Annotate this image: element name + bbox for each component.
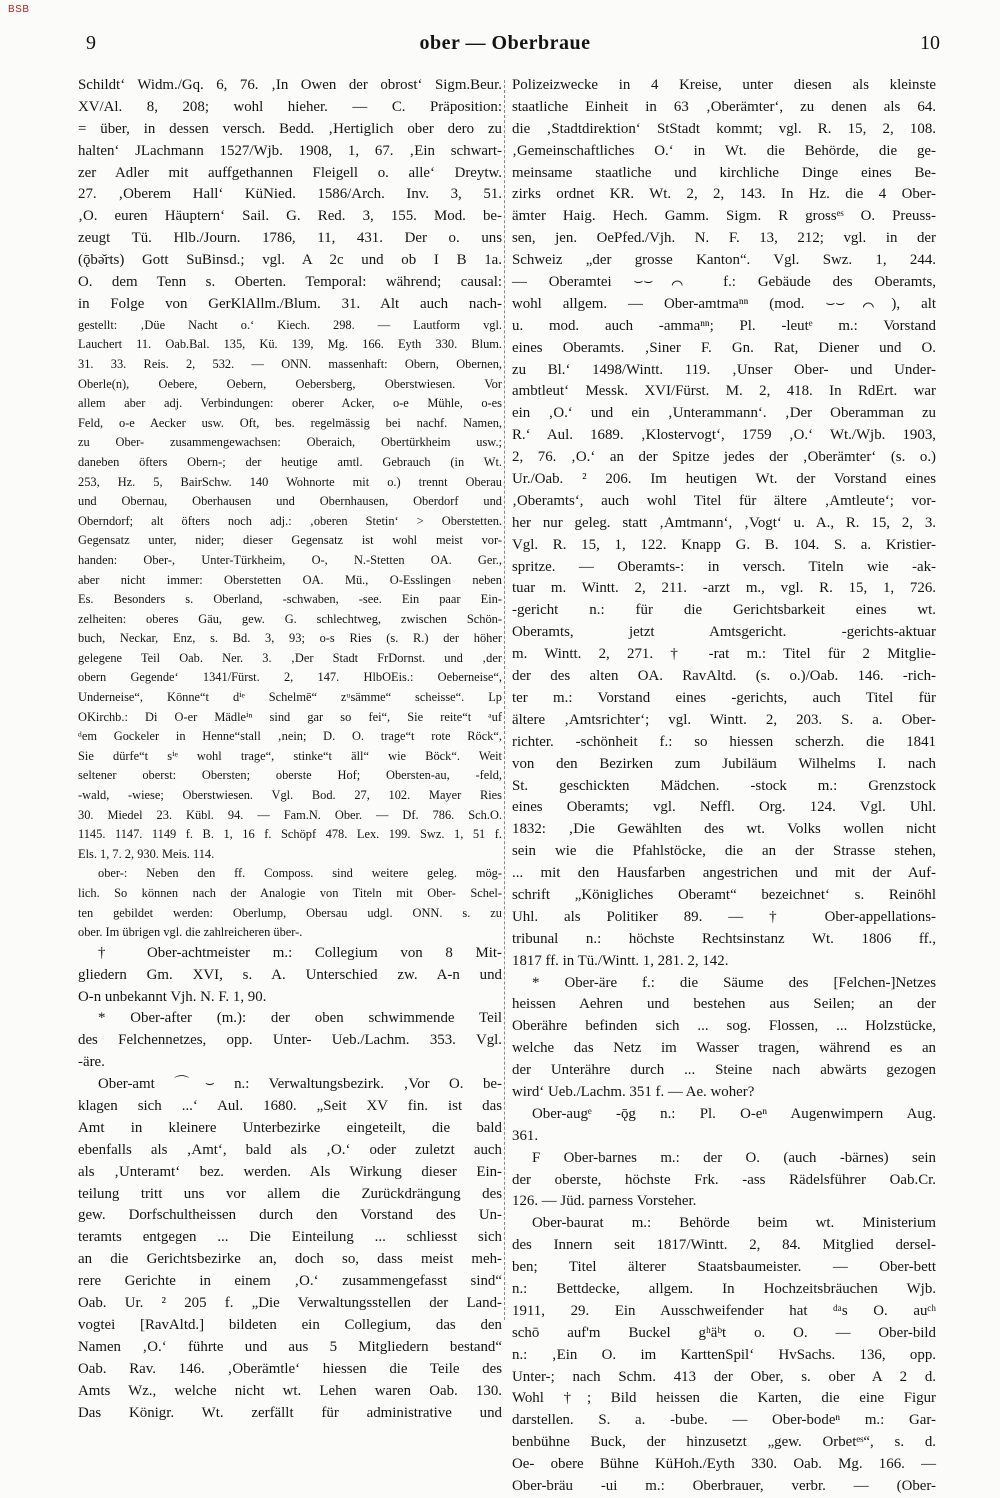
text-line: ober-: Neben den ff. Composs. sind weitere geleg. mög- bbox=[98, 866, 502, 881]
text-line: O. dem Tenn s. Oberten. Temporal: während; causal: bbox=[78, 274, 502, 291]
text-line: ᵈem Gockeler in Henne“stall ‚nein; D. O. trage“t rote Röck“, bbox=[78, 729, 502, 744]
text-line: spritze. — Oberamts-: in versch. Titeln wie -ak- bbox=[512, 558, 936, 575]
text-line: als ‚Unteramt‘ bez. werden. Als Wirkung dieser Ein- bbox=[78, 1163, 502, 1180]
text-line: teramts entgegen ... Die Einteilung ... schliesst sich bbox=[78, 1229, 502, 1246]
text-line: wohl allgem. — Ober-amtmaⁿⁿ (mod. ⌣⌣⌒), alt bbox=[512, 295, 936, 312]
text-line: zu Ober- zusammengewachsen: Oberaich, Obertürkheim usw.; bbox=[78, 435, 502, 450]
text-line: XV/Al. 8, 208; wohl hieher. — C. Präposition: bbox=[78, 98, 502, 115]
text-line: an die Gerichtsbezirke an, doch so, dass meist meh- bbox=[78, 1251, 502, 1268]
library-watermark: BSB bbox=[8, 4, 30, 15]
text-line: eines Oberamts. ‚Siner F. Gn. Rat, Diener und O. bbox=[512, 339, 936, 356]
text-line: welche das Netz im Wasser tragen, während es an bbox=[512, 1040, 936, 1057]
text-line: 253, Hz. 5, BairSchw. 140 Wohnorte mit o.) trennt Oberau bbox=[78, 474, 502, 489]
text-line: Ober-amt ⌒⌣ n.: Verwaltungsbezirk. ‚Vor O. be- bbox=[98, 1076, 502, 1093]
text-line: allem aber adj. Verbindungen: oberer Acker, o-e Mühle, o-es bbox=[78, 396, 502, 411]
text-line: meinsame staatliche und kirchliche Dinge eines Be- bbox=[512, 164, 936, 181]
text-line: ebenfalls als ‚Amt‘, bald als ‚O.‘ oder zuletzt auch bbox=[78, 1141, 502, 1158]
text-line: n.: ‚Ein O. im KarttenSpil‘ HvSachs. 136, opp. bbox=[512, 1346, 936, 1363]
text-line: Es. Besonders s. Oberland, -schwaben, -see. Ein paar Ein- bbox=[78, 592, 502, 607]
text-line: ben; Titel älterer Staatsbaumeister. — Ober-bett bbox=[512, 1259, 936, 1276]
text-line: schō auf'm Buckel gʰäᵇt o. O. — Ober-bild bbox=[512, 1324, 936, 1341]
text-line: gew. Dorfschultheissen durch den Vorstand des Un- bbox=[78, 1207, 502, 1224]
text-line: 30. Miedel 23. Kübl. 94. — Fam.N. Ober. — Df. 786. Sch.O. bbox=[78, 807, 502, 822]
text-line: Ober-bräu -ui m.: Oberbrauer, verbr. — (Ober- bbox=[512, 1478, 936, 1494]
text-line: 1145. 1147. 1149 f. B. 1, 16 f. Schöpf 478. Lex. 199. Swz. 1, 51 f. bbox=[78, 827, 502, 842]
text-line: Unter-; nach Schm. 413 der Ober, s. ober A 2 d. bbox=[512, 1368, 936, 1385]
text-line: Oab. Rav. 146. ‚Oberämtle‘ hiessen die Teile des bbox=[78, 1360, 502, 1377]
text-line: Oberähre befinden sich ... sog. Flossen, ... Holzstücke, bbox=[512, 1018, 936, 1035]
text-line: R.‘ Aul. 1689. ‚Klostervogt‘, 1759 ‚O.‘ Wt./Wjb. 1903, bbox=[512, 427, 936, 444]
text-line: Schildt‘ Widm./Gq. 6, 76. ‚In Owen der obrost‘ Sigm.Beur. bbox=[78, 77, 502, 93]
text-line: 1832: ‚Die Gewählten des wt. Volks wollen nicht bbox=[512, 821, 936, 838]
text-line: Namen ‚O.‘ führte und aus 5 Mitgliedern bestand“ bbox=[78, 1338, 502, 1355]
text-line: -gericht n.: für die Gerichtsbarkeit eines wt. bbox=[512, 602, 936, 619]
text-line: Polizeizwecke in 4 Kreise, unter diesen als kleinste bbox=[512, 77, 936, 93]
text-line: richter. -schönheit f.: so hiessen scherzh. die 1841 bbox=[512, 733, 936, 750]
text-line: m. Wintt. 2, 271. † -rat m.: Titel für 2 Mitglie- bbox=[512, 646, 936, 663]
text-line: der des alten OA. RavAltd. (s. o.)/Oab. 146. -rich- bbox=[512, 668, 936, 685]
right-text-column bbox=[512, 75, 936, 1494]
text-line: ältere ‚Amtsrichter‘; vgl. Wintt. 2, 203. S. a. Ober- bbox=[512, 711, 936, 728]
text-line: tuar m. Wintt. 2, 211. -arzt m., vgl. R. 15, 1, 726. bbox=[512, 580, 936, 597]
page-number-right: 10 bbox=[920, 32, 940, 54]
text-line: benbühne Buck, der hinzusetzt „gew. Orbetᵉˢ“, s. d. bbox=[512, 1434, 936, 1451]
text-line: in Folge von GerKlAllm./Blum. 31. Alt auch nach- bbox=[78, 295, 502, 312]
text-line: heissen Aehren und bestehen aus Seilen; an der bbox=[512, 996, 936, 1013]
text-line: Oberamts, jetzt Amtsgericht. -gerichts-aktuar bbox=[512, 624, 936, 641]
text-line: her nur geleg. statt ‚Amtmann‘, ‚Vogt‘ u. A., R. 15, 2, 3. bbox=[512, 514, 936, 531]
text-line: ... mit den Hausfarben angestrichen und mit der Auf- bbox=[512, 865, 936, 882]
text-line: zu Bl.‘ 1498/Wintt. 119. ‚Unser Ober- und Under- bbox=[512, 361, 936, 378]
text-line: 1817 ff. in Tü./Wintt. 1, 281. 2, 142. bbox=[512, 952, 729, 969]
text-line: klagen sich ...‘ Aul. 1680. „Seit XV fin. ist das bbox=[78, 1098, 502, 1115]
text-line: zeugt Tü. Hlb./Journ. 1786, 11, 431. Der o. uns bbox=[78, 230, 502, 247]
text-line: Feld, o-e Aecker usw. Oft, bes. regelmässig bei nachf. Namen, bbox=[78, 415, 502, 430]
text-line: ‚Oberamts‘, auch wohl Titel für ältere ‚Amtleute‘; vor- bbox=[512, 492, 936, 509]
text-line: und Obernau, Oberhausen und Obernhausen, Oberdorf und bbox=[78, 494, 502, 509]
text-line: lich. So können nach der Analogie von Titeln mit Ober- Schel- bbox=[78, 886, 502, 901]
text-line: = über, in dessen versch. Bedd. ‚Hertiglich ober dero zu bbox=[78, 120, 502, 137]
text-line: ten gebildet werden: Oberlump, Obersau udgl. ONN. s. zu bbox=[78, 905, 502, 920]
text-line: 2, 76. ‚O.‘ an der Spitze jedes der ‚Oberämter‘ (s. o.) bbox=[512, 449, 936, 466]
text-line: Amts Wz., welche nicht wt. Lehen waren Oab. 130. bbox=[78, 1382, 502, 1399]
text-line: ‚O. euren Häuptern‘ Sail. G. Red. 3, 155. Mod. be- bbox=[78, 208, 502, 225]
running-title: ober — Oberbraue bbox=[419, 32, 591, 54]
text-line: Oberle(n), Oebere, Oebern, Oebersberg, Oberstwiesen. Vor bbox=[78, 376, 502, 391]
text-line: † Ober-achtmeister m.: Collegium von 8 Mit- bbox=[98, 944, 502, 961]
text-line: rere Gerichte in einem ‚O.‘ zusammengefasst sind“ bbox=[78, 1273, 502, 1290]
text-line: Gegensatz unter, nider; dieser Gegensatz ist wohl meist vor- bbox=[78, 533, 502, 548]
text-line: -wald, -wiese; Oberstwiesen. Vgl. Bod. 27, 102. Mayer Ries bbox=[78, 788, 502, 803]
text-line: ober. Im übrigen vgl. die zahlreicheren über-. bbox=[78, 925, 303, 940]
text-line: ter m.: Vorstand eines -gerichts, auch Titel für bbox=[512, 689, 936, 706]
text-line: zirks ordnet KR. Wt. 2, 2, 143. In Hz. die 4 Ober- bbox=[512, 186, 936, 203]
text-line: schrift „Königliches Oberamt“ bezeichnet‘ s. Reinöhl bbox=[512, 886, 936, 903]
text-line: zer Adler mit auffgethannen Fleigell o. alle‘ Dreytw. bbox=[78, 164, 502, 181]
text-line: ‚Gemeinschaftliches O.‘ in Wt. die Behörde, die ge- bbox=[512, 142, 936, 159]
text-line: des Felchennetzes, opp. Unter- Ueb./Lachm. 353. Vgl. bbox=[78, 1032, 502, 1049]
text-line: Underneise“, Könne“t dⁱᵉ Schelmē“ zᵘsämme“ scheisse“. Lp bbox=[78, 690, 502, 705]
text-line: seltener oberst: Obersten; oberste Hof; Obersten-au, -feld, bbox=[78, 768, 502, 783]
text-line: -äre. bbox=[78, 1054, 105, 1071]
text-line: Els. 1, 7. 2, 930. Meis. 114. bbox=[78, 846, 215, 861]
text-line: Ober-baurat m.: Behörde beim wt. Ministerium bbox=[532, 1215, 936, 1232]
text-line: des Innern seit 1817/Wintt. 2, 84. Mitglied dersel- bbox=[512, 1237, 936, 1254]
text-line: Ober-augᵉ -ǭg n.: Pl. O-eⁿ Augenwimpern Aug. bbox=[532, 1105, 936, 1122]
text-line: — Oberamtei ⌣⌣⌒ f.: Gebäude des Oberamts, bbox=[512, 274, 936, 291]
text-line: wird‘ Ueb./Lachm. 351 f. — Ae. woher? bbox=[512, 1083, 755, 1100]
text-line: u. mod. auch -ammaⁿⁿ; Pl. -leutᵉ m.: Vorstand bbox=[512, 317, 936, 334]
column-divider bbox=[504, 80, 505, 1320]
text-line: Das Königr. Wt. zerfällt für administrative und bbox=[78, 1404, 502, 1421]
text-line: ämter Haig. Hech. Gamm. Sigm. R grossᵉˢ O. Preuss- bbox=[512, 208, 936, 225]
text-line: 27. ‚Oberem Hall‘ KüNied. 1586/Arch. Inv. 3, 51. bbox=[78, 186, 502, 203]
text-line: Wohl †; Bild heissen die Karten, die eine Figur bbox=[512, 1390, 936, 1407]
text-line: F Ober-barnes m.: der O. (auch -bärnes) sein bbox=[532, 1149, 936, 1166]
text-line: Ur./Oab. ² 206. Im heutigen Wt. der Vorstand eines bbox=[512, 471, 936, 488]
text-line: 31. 33. Reis. 2, 532. — ONN. massenhaft: Obern, Obernen, bbox=[78, 356, 502, 371]
text-line: buch, Neckar, Enz, s. Bd. 3, 93; o-s Ries (s. R.) der höher bbox=[78, 631, 502, 646]
text-line: die ‚Stadtdirektion‘ StStadt kommt; vgl. R. 15, 2, 108. bbox=[512, 120, 936, 137]
text-line: OKirchb.: Di O-er Mädleⁱⁿ sind gar so fei“, Sie reite“t ᵃuf bbox=[78, 709, 502, 724]
text-line: zelheiten: oberes Gäu, gew. G. schlechtweg, zwischen Schön- bbox=[78, 611, 502, 626]
text-line: halten‘ JLachmann 1527/Wjb. 1908, 1, 67. ‚Ein schwart- bbox=[78, 142, 502, 159]
text-line: darstellen. S. a. -bube. — Ober-bodeⁿ m.: Gar- bbox=[512, 1412, 936, 1429]
text-line: teilung tritt uns vor allem die Zurückdrängung des bbox=[78, 1185, 502, 1202]
text-line: Oab. Ur. ² 205 f. „Die Verwaltungsstellen der Land- bbox=[78, 1295, 502, 1312]
text-line: gliedern Gm. XVI, s. A. Unterschied zw. A-n und bbox=[78, 966, 502, 983]
text-line: sen, jen. OePfed./Vjh. N. F. 13, 212; vgl. in der bbox=[512, 230, 936, 247]
text-line: n.: Bettdecke, allgem. In Hochzeitsbräuchen Wjb. bbox=[512, 1280, 936, 1297]
text-line: O-n unbekannt Vjh. N. F. 1, 90. bbox=[78, 988, 267, 1005]
text-line: von den Bezirken zum Jubiläum Wilhelms I. nach bbox=[512, 755, 936, 772]
text-line: daneben öfters Obern-; der heutige amtl. Gebrauch (in Wt. bbox=[78, 454, 502, 469]
text-line: Vgl. R. 15, 1, 122. Knapp G. B. 104. S. a. Kristier- bbox=[512, 536, 936, 553]
text-line: eines Oberamts; vgl. Neffl. Org. 124. Vgl. Uhl. bbox=[512, 799, 936, 816]
text-line: handen: Ober-, Unter-Türkheim, O-, N.-Stetten OA. Ger., bbox=[78, 552, 502, 567]
text-line: gelegene Teil Oab. Ner. 3. ‚Der Stadt FrDornst. und ‚der bbox=[78, 650, 502, 665]
text-line: Oberndorf; alt öfters noch adj.: ‚oberen Stetin‘ > Oberstetten. bbox=[78, 513, 502, 528]
text-line: tribunal n.: höchste Rechtsinstanz Wt. 1806 ff., bbox=[512, 930, 936, 947]
text-line: Uhl. als Politiker 89. — † Ober-appellations- bbox=[512, 908, 936, 925]
text-line: ambtleut‘ Messk. XVI/Fürst. M. 2, 418. In RdErt. war bbox=[512, 383, 936, 400]
text-line: Lauchert 11. Oab.Bal. 135, Kü. 139, Mg. 166. Eyth 330. Blum. bbox=[78, 337, 502, 352]
text-line: sein wie die Pfahlstöcke, die an der Strasse stehen, bbox=[512, 843, 936, 860]
text-line: Sie dürfe“t sⁱᵉ wohl trage“, stinke“t äll“ wie Böck“. Weit bbox=[78, 748, 502, 763]
text-line: Amt in kleinere Unterbezirke eingeteilt, die bald bbox=[78, 1119, 502, 1136]
text-line: aber nicht immer: Oberstetten OA. Mü., O-Esslingen neben bbox=[78, 572, 502, 587]
text-line: 1911, 29. Ein Ausschweifender hat ᵈᵃs O. auᶜʰ bbox=[512, 1302, 936, 1319]
text-line: der Unterähre durch ... Steine nach abwärts gezogen bbox=[512, 1062, 936, 1079]
text-line: ein ‚O.‘ und ein ‚Unterammann‘. ‚Der Oberamman zu bbox=[512, 405, 936, 422]
text-line: 126. — Jüd. parness Vorsteher. bbox=[512, 1193, 697, 1210]
text-line: Oe- obere Bühne KüHoh./Eyth 330. Oab. Mg. 166. — bbox=[512, 1456, 936, 1473]
text-line: * Ober-after (m.): der oben schwimmende Teil bbox=[98, 1010, 502, 1027]
text-line: vogtei [RavAltd.] bildeten ein Collegium, das den bbox=[78, 1316, 502, 1333]
text-line: staatliche Einheit in 63 ‚Oberämter‘, zu denen als 64. bbox=[512, 98, 936, 115]
text-line: obern Gegende‘ 1341/Fürst. 2, 147. HlbOEis.: Oeberneise“, bbox=[78, 670, 502, 685]
text-line: 361. bbox=[512, 1127, 539, 1144]
text-line: gestellt: ‚Düe Nacht o.‘ Kiech. 298. — Lautform vgl. bbox=[78, 317, 502, 332]
text-line: * Ober-äre f.: die Säume des [Felchen-]Netzes bbox=[532, 974, 936, 991]
left-text-column bbox=[78, 75, 502, 1421]
text-line: (ǭbə̆rts) Gott SuBinsd.; vgl. A 2c und ob I B 1a. bbox=[78, 252, 502, 269]
page-header bbox=[70, 32, 940, 58]
text-line: der oberste, höchste Frk. -ass Rädelsführer Oab.Cr. bbox=[512, 1171, 936, 1188]
page-number-left: 9 bbox=[86, 32, 96, 54]
text-line: St. geschickten Mädchen. -stock m.: Grenzstock bbox=[512, 777, 936, 794]
text-line: Schweiz „der grosse Kanton“. Vgl. Swz. 1, 244. bbox=[512, 252, 936, 269]
